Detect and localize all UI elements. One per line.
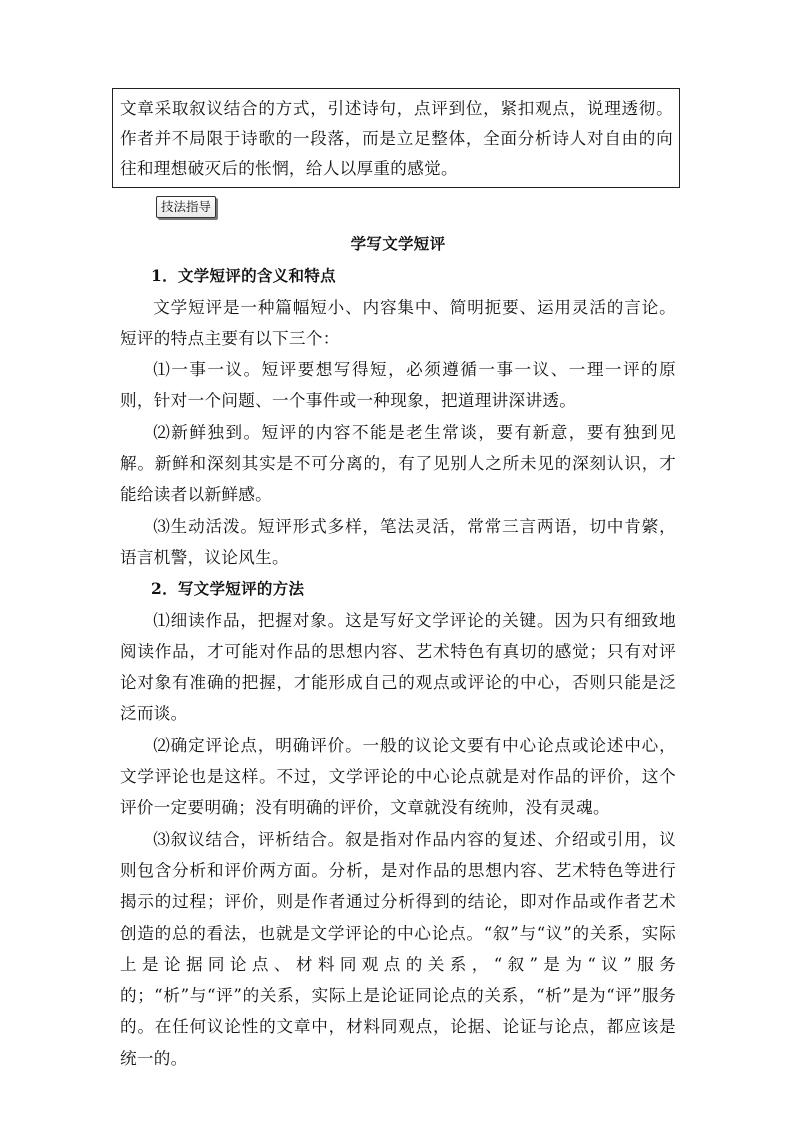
paragraph-section2-point1: ⑴细读作品，把握对象。这是写好文学评论的关键。因为只有细致地阅读作品，才可能对作品的思想内容、艺术特色有真切的感觉；只有对评论对象有准确的把握，才能形成自己的观点或评论的中心，否则只能是泛泛而谈。 [120, 610, 676, 724]
paragraph-section1-point3: ⑶生动活泼。短评形式多样，笔法灵活，常常三言两语，切中肯綮，语言机警，议论风生。 [120, 516, 676, 567]
summary-box [112, 88, 680, 188]
article-body [120, 228, 676, 1074]
paragraph-section1-point2: ⑵新鲜独到。短评的内容不能是老生常谈，要有新意，要有独到见解。新鲜和深刻其实是不可分离的，有了见别人之所未见的深刻认识，才能给读者以新鲜感。 [120, 422, 676, 505]
paragraph-section2-point3: ⑶叙议结合，评析结合。叙是指对作品内容的复述、介绍或引用，议则包含分析和评价两方面。分析，是对作品的思想内容、艺术特色等进行揭示的过程；评价，则是作者通过分析得到的结论，即对作品或作者艺术创造的总的看法，也就是文学评论的中心论点。“叙”与“议”的关系，实际上是论据同论点、材料同观点的关系，“叙”是为“议”服务的；“析”与“评”的关系，实际上是论证同论点的关系，“析”是为“评”服务的。在任何议论性的文章中，材料同观点，论据、论证与论点，都应该是统一的。 [120, 829, 676, 1068]
section-heading-1: 1．文学短评的含义和特点 [151, 266, 336, 286]
paragraph-section2-point2: ⑵确定评论点，明确评价。一般的议论文要有中心论点或论述中心，文学评论也是这样。不过，文学评论的中心论点就是对作品的评价，这个评价一定要明确；没有明确的评价，文章就没有统帅，没有灵魂。 [120, 735, 676, 818]
paragraph-section1-intro: 文学短评是一种篇幅短小、内容集中、简明扼要、运用灵活的言论。短评的特点主要有以下三个： [120, 297, 676, 348]
article-title: 学写文学短评 [350, 234, 446, 253]
summary-text: 文章采取叙议结合的方式，引述诗句，点评到位，紧扣观点，说理透彻。作者并不局限于诗歌的一段落，而是立足整体，全面分析诗人对自由的向往和理想破灭后的怅惘，给人以厚重的感觉。 [120, 99, 673, 178]
technique-guide-tag: 技法指导 [156, 196, 216, 218]
paragraph-section1-point1: ⑴一事一议。短评要想写得短，必须遵循一事一议、一理一评的原则，针对一个问题、一个事件或一种现象，把道理讲深讲透。 [120, 360, 676, 411]
section-heading-2: 2．写文学短评的方法 [151, 579, 305, 599]
